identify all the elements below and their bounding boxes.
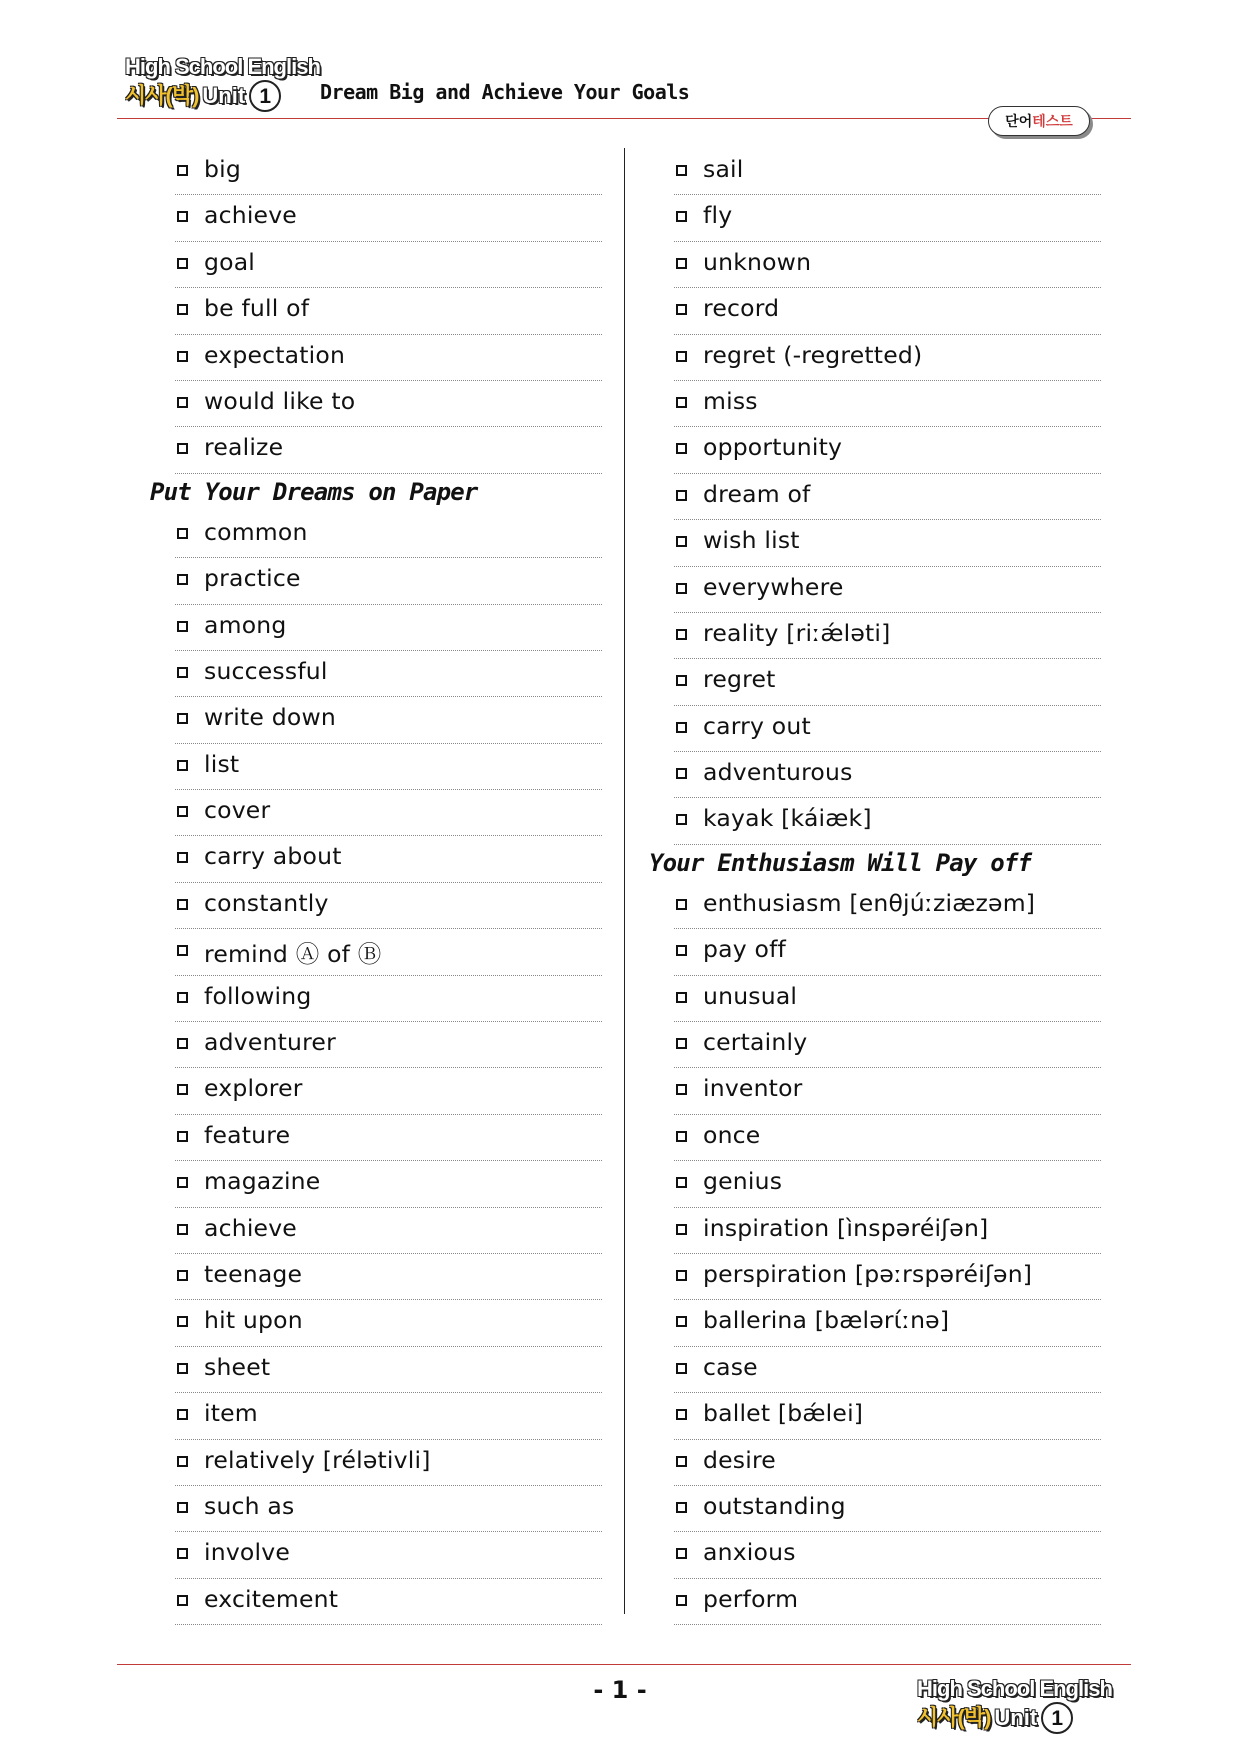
vocab-item [674,242,1101,288]
logo-unit: Unit [202,83,246,108]
vocab-item [175,883,602,929]
vocab-item [674,883,1101,929]
checkbox-icon[interactable] [676,899,687,910]
checkbox-icon[interactable] [676,1224,687,1235]
checkbox-icon[interactable] [676,258,687,269]
column-divider [624,148,625,1614]
left-word-list-1 [150,149,602,474]
checkbox-icon[interactable] [676,397,687,408]
vocab-item [674,1532,1101,1578]
vocab-item [175,1208,602,1254]
checkbox-icon[interactable] [177,899,188,910]
left-word-list-2 [150,512,602,1625]
checkbox-icon[interactable] [676,768,687,779]
vocab-item [175,790,602,836]
checkbox-icon[interactable] [676,1409,687,1420]
checkbox-icon[interactable] [177,304,188,315]
checkbox-icon[interactable] [177,1363,188,1374]
checkbox-icon[interactable] [676,1363,687,1374]
document-title: Dream Big and Achieve Your Goals [320,80,690,104]
vocab-word: perspiration [pəːrspəréiʃən] [703,1259,1033,1288]
vocab-word: ballerina [bælərίːnə] [703,1306,950,1335]
vocab-item [674,1022,1101,1068]
vocab-word: adventurous [703,758,853,787]
vocab-item [175,1440,602,1486]
checkbox-icon[interactable] [676,443,687,454]
vocab-word: miss [703,386,758,415]
checkbox-icon[interactable] [676,1131,687,1142]
checkbox-icon[interactable] [676,536,687,547]
right-word-list-1 [649,149,1101,845]
vocab-word: practice [204,564,301,593]
vocab-item [674,976,1101,1022]
vocab-word: excitement [204,1584,339,1613]
checkbox-icon[interactable] [676,1456,687,1467]
vocab-item [674,288,1101,334]
vocab-item [674,752,1101,798]
checkbox-icon[interactable] [676,1595,687,1606]
vocab-item [175,427,602,473]
vocab-item [674,195,1101,241]
vocab-word: pay off [703,935,787,964]
vocab-item [175,1347,602,1393]
vocab-word: once [703,1120,761,1149]
vocab-word: goal [204,247,256,276]
vocab-item [674,567,1101,613]
checkbox-icon[interactable] [676,1548,687,1559]
vocab-word: everywhere [703,572,844,601]
checkbox-icon[interactable] [177,211,188,222]
checkbox-icon[interactable] [676,1502,687,1513]
checkbox-icon[interactable] [177,1177,188,1188]
vocab-word: unknown [703,247,812,276]
checkbox-icon[interactable] [177,1456,188,1467]
checkbox-icon[interactable] [177,1131,188,1142]
checkbox-icon[interactable] [177,351,188,362]
word-test-badge: 단어 테스트 [988,106,1090,136]
vocab-word: case [703,1352,758,1381]
vocab-word: hit upon [204,1306,303,1335]
checkbox-icon[interactable] [676,304,687,315]
checkbox-icon[interactable] [676,992,687,1003]
checkbox-icon[interactable] [177,397,188,408]
checkbox-icon[interactable] [177,528,188,539]
vocab-item [674,335,1101,381]
checkbox-icon[interactable] [177,574,188,585]
checkbox-icon[interactable] [177,1270,188,1281]
checkbox-icon[interactable] [676,1038,687,1049]
vocab-word: achieve [204,201,297,230]
footer-logo-korean: 시사(박) [917,1705,991,1730]
vocab-item [674,706,1101,752]
vocab-word: be full of [204,294,310,323]
vocab-word: sail [703,155,744,183]
vocab-word: write down [204,703,336,732]
checkbox-icon[interactable] [177,760,188,771]
vocab-word: inspiration [ìnspəréiʃən] [703,1213,989,1242]
vocab-word: inventor [703,1074,803,1103]
vocab-word: dream of [703,479,811,508]
vocab-word: opportunity [703,433,843,462]
vocab-word: expectation [204,340,346,369]
vocab-item [175,605,602,651]
logo-line1: High School English [125,54,320,79]
footer-logo [917,1678,1112,1734]
footer-logo-unit-number: 1 [1041,1702,1073,1734]
right-column [649,149,1101,1625]
vocab-word: teenage [204,1259,303,1288]
checkbox-icon[interactable] [676,629,687,640]
right-word-list-2 [649,883,1101,1625]
vocab-word: item [204,1399,258,1428]
vocab-item [175,195,602,241]
vocab-item [175,1115,602,1161]
vocab-item [674,1300,1101,1346]
vocab-word: successful [204,656,328,685]
vocab-word: involve [204,1538,291,1567]
vocab-word: relatively [rélətivli] [204,1445,431,1474]
vocab-item [175,381,602,427]
logo-unit-number: 1 [249,80,281,112]
vocab-word: anxious [703,1538,796,1567]
checkbox-icon[interactable] [676,1084,687,1095]
section-title-put-your-dreams: Put Your Dreams on Paper [150,477,478,506]
checkbox-icon[interactable] [177,1595,188,1606]
vocab-item [674,427,1101,473]
checkbox-icon[interactable] [177,713,188,724]
vocab-item [175,1579,602,1625]
checkbox-icon[interactable] [177,1224,188,1235]
checkbox-icon[interactable] [676,490,687,501]
vocab-word: following [204,981,312,1010]
vocab-word: carry about [204,842,342,871]
vocab-item [674,1486,1101,1532]
vocab-item [674,381,1101,427]
checkbox-icon[interactable] [177,945,188,956]
vocab-item [674,149,1101,195]
checkbox-icon[interactable] [177,621,188,632]
vocab-item [674,1440,1101,1486]
vocab-item [175,149,602,195]
vocab-word: would like to [204,386,356,415]
left-column [150,149,602,1625]
vocab-word: big [204,155,241,183]
vocab-word: regret [703,665,776,694]
checkbox-icon[interactable] [177,667,188,678]
vocab-item [175,1393,602,1439]
checkbox-icon[interactable] [676,211,687,222]
vocab-item [175,288,602,334]
checkbox-icon[interactable] [676,1316,687,1327]
vocab-item [175,1486,602,1532]
vocab-item [175,1254,602,1300]
vocab-word: carry out [703,711,811,740]
vocab-word: wish list [703,526,800,555]
vocab-word: unusual [703,981,798,1010]
vocab-item [175,1300,602,1346]
checkbox-icon[interactable] [177,1038,188,1049]
checkbox-icon[interactable] [177,1316,188,1327]
checkbox-icon[interactable] [177,1502,188,1513]
vocab-item [175,651,602,697]
vocab-item [175,512,602,558]
vocab-word: certainly [703,1028,808,1057]
checkbox-icon[interactable] [177,258,188,269]
checkbox-icon[interactable] [676,1177,687,1188]
checkbox-icon[interactable] [177,992,188,1003]
checkbox-icon[interactable] [177,852,188,863]
section-title-enthusiasm: Your Enthusiasm Will Pay off [649,848,1032,877]
vocab-item [674,1161,1101,1207]
vocab-item [175,558,602,604]
checkbox-icon[interactable] [676,814,687,825]
vocab-word: genius [703,1167,783,1196]
vocab-word: feature [204,1120,291,1149]
vocab-item [175,744,602,790]
vocab-word: record [703,294,780,323]
vocab-word: magazine [204,1167,321,1196]
vocab-item [674,1115,1101,1161]
vocab-word: realize [204,433,284,462]
vocab-word: achieve [204,1213,297,1242]
vocab-word: adventurer [204,1028,336,1057]
vocab-item [175,1532,602,1578]
vocab-item [674,1068,1101,1114]
checkbox-icon[interactable] [177,1409,188,1420]
checkbox-icon[interactable] [676,945,687,956]
footer-rule [117,1664,1131,1665]
vocab-item [674,1208,1101,1254]
vocab-item [674,929,1101,975]
vocab-word: outstanding [703,1491,846,1520]
vocab-item [175,929,602,975]
vocab-item [674,520,1101,566]
checkbox-icon[interactable] [676,675,687,686]
vocab-word: cover [204,796,271,825]
vocab-word: constantly [204,888,329,917]
vocab-item [175,1022,602,1068]
checkbox-icon[interactable] [177,443,188,454]
page-number: - 1 - [593,1676,647,1704]
vocab-word: enthusiasm [enθjúːziæzəm] [703,888,1036,917]
footer-logo-line1: High School English [917,1676,1112,1701]
vocab-word: among [204,610,287,639]
checkbox-icon[interactable] [676,583,687,594]
vocab-word: fly [703,201,733,230]
vocab-word: kayak [káiæk] [703,804,872,833]
footer-logo-unit: Unit [994,1705,1038,1730]
vocab-word: remind Ⓐ of Ⓑ [204,940,382,969]
vocab-item [674,474,1101,520]
vocab-word: explorer [204,1074,303,1103]
vocab-item [175,697,602,743]
vocab-item [175,242,602,288]
vocab-word: list [204,749,240,778]
checkbox-icon[interactable] [177,1084,188,1095]
checkbox-icon[interactable] [676,165,687,176]
vocab-item [674,1254,1101,1300]
checkbox-icon[interactable] [177,165,188,176]
checkbox-icon[interactable] [676,351,687,362]
checkbox-icon[interactable] [177,806,188,817]
vocab-item [674,1393,1101,1439]
vocab-word: perform [703,1584,799,1613]
vocab-item [674,659,1101,705]
vocab-item [175,1161,602,1207]
checkbox-icon[interactable] [676,722,687,733]
vocab-word: common [204,517,308,546]
vocab-item [175,976,602,1022]
vocab-item [175,335,602,381]
vocab-item [175,1068,602,1114]
vocab-word: desire [703,1445,776,1474]
vocab-item [674,613,1101,659]
vocab-item [175,836,602,882]
checkbox-icon[interactable] [676,1270,687,1281]
vocab-item [674,798,1101,844]
logo-korean: 시사(박) [125,83,199,108]
vocab-word: reality [riːǽləti] [703,618,891,647]
checkbox-icon[interactable] [177,1548,188,1559]
header-logo [125,56,320,112]
vocab-word: such as [204,1491,295,1520]
header-rule [117,118,1131,119]
vocab-item [674,1579,1101,1625]
vocab-word: sheet [204,1352,271,1381]
vocab-word: regret (-regretted) [703,340,923,369]
vocab-item [674,1347,1101,1393]
vocab-word: ballet [bǽlei] [703,1399,864,1428]
